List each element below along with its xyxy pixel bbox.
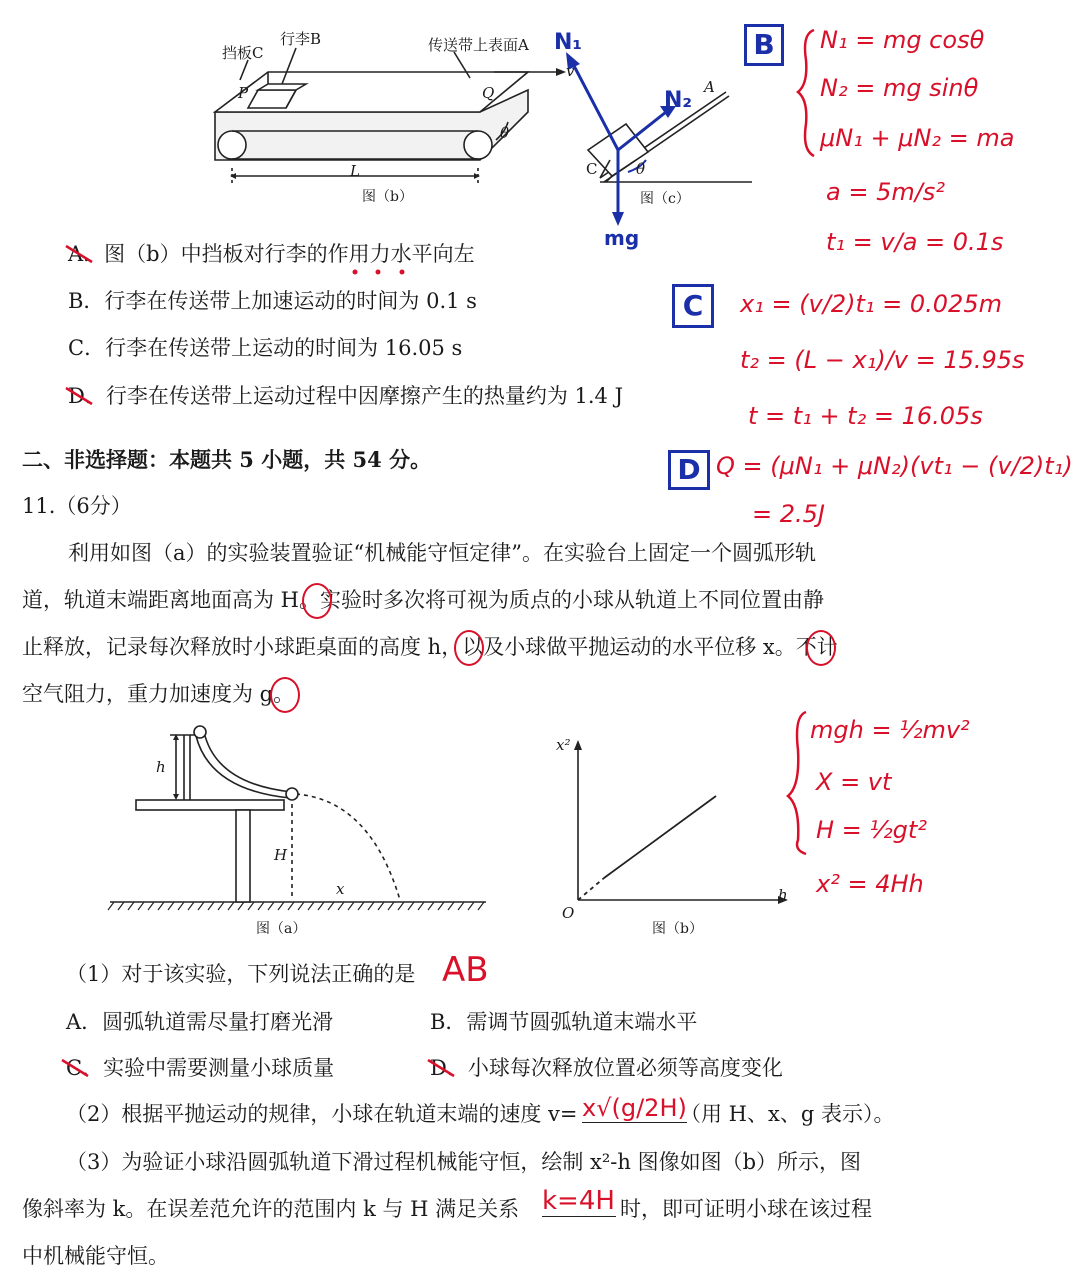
label-q: Q [482, 84, 495, 102]
question-2-suffix: （用 H、x、g 表示）。 [680, 1102, 895, 1126]
annotation-b4: a = 5m/s² [826, 178, 945, 206]
label-H-height: H [274, 846, 288, 864]
option-d-bottom: D．小球每次释放位置必须等高度变化 [430, 1056, 783, 1080]
label-theta: θ [500, 124, 510, 142]
option-c-top: C．行李在传送带上运动的时间为 16.05 s [68, 336, 463, 360]
para-line-4: 空气阻力，重力加速度为 g。 [22, 682, 295, 706]
para-line-2: 道，轨道末端距离地面高为 H。实验时多次将可视为质点的小球从轨道上不同位置由静 [22, 588, 824, 612]
question-2: （2）根据平抛运动的规律，小球在轨道末端的速度 v= [66, 1102, 578, 1126]
label-h-height: h [156, 758, 166, 776]
label-mg: mg [604, 226, 640, 250]
annotation-e3: H = ½gt² [816, 816, 927, 844]
para-line-3: 止释放，记录每次释放时小球距桌面的高度 h，以及小球做平抛运动的水平位移 x。不计 [22, 635, 838, 659]
option-b-top: B．行李在传送带上加速运动的时间为 0.1 s [68, 289, 477, 313]
annotation-c2: t₂ = (L − x₁)/v = 15.95s [740, 346, 1025, 374]
graph-origin-label: O [562, 904, 575, 922]
caption-fig-a: 图（a） [256, 921, 307, 937]
graph-y-axis-label: x² [556, 736, 571, 754]
label-p: P [238, 84, 249, 102]
option-a-bottom: A．圆弧轨道需尽量打磨光滑 [66, 1010, 334, 1034]
caption-fig-b-bottom: 图（b） [652, 921, 703, 937]
annotation-box-d: D [668, 450, 710, 490]
question-3-line-2: 像斜率为 k。在误差范允许的范围内 k 与 H 满足关系 [22, 1197, 520, 1221]
graph-x-axis-label: h [778, 886, 788, 904]
label-belt-surface: 传送带上表面A [428, 36, 529, 54]
annotation-e2: X = vt [816, 768, 892, 796]
caption-fig-c: 图（c） [640, 191, 690, 207]
option-d-top: D．行李在传送带上运动过程中因摩擦产生的热量约为 1.4 J [68, 384, 624, 408]
label-baffle: 挡板C [222, 44, 264, 62]
annotation-b5: t₁ = v/a = 0.1s [826, 228, 1004, 256]
para-line-1: 利用如图（a）的实验装置验证“机械能守恒定律”。在实验台上固定一个圆弧形轨 [68, 541, 816, 565]
label-luggage: 行李B [280, 30, 322, 48]
label-theta-incline: θ [636, 160, 646, 178]
annotation-c1: x₁ = (v/2)t₁ = 0.025m [740, 290, 1002, 318]
label-n2: N₂ [664, 88, 693, 113]
caption-fig-b-top: 图（b） [362, 189, 413, 205]
annotation-d2: = 2.5J [752, 500, 825, 528]
annotation-box-b: B [744, 24, 784, 66]
option-a-top: A．图（b）中挡板对行李的作用力水平向左 [68, 242, 475, 266]
question-1: （1）对于该实验，下列说法正确的是 [66, 962, 416, 986]
answer-q2: x√(g/2H) [582, 1094, 687, 1122]
option-c-bottom: C．实验中需要测量小球质量 [66, 1056, 335, 1080]
annotation-b2: N₂ = mg sinθ [820, 74, 979, 102]
label-l: L [350, 162, 360, 180]
option-b-bottom: B．需调节圆弧轨道末端水平 [430, 1010, 698, 1034]
label-n1: N₁ [554, 30, 583, 55]
section-title: 二、非选择题：本题共 5 小题，共 54 分。 [22, 447, 432, 472]
label-v: v [566, 62, 575, 80]
annotation-b3: μN₁ + μN₂ = ma [820, 124, 1015, 152]
answer-q3: k=4H [542, 1186, 615, 1216]
annotation-c3: t = t₁ + t₂ = 16.05s [748, 402, 983, 430]
question-3-line-3: 中机械能守恒。 [22, 1244, 169, 1268]
question-3-line-2-suffix: 时，即可证明小球在该过程 [620, 1197, 872, 1221]
annotation-box-c: C [672, 284, 714, 328]
question-3-line-1: （3）为验证小球沿圆弧轨道下滑过程机械能守恒，绘制 x²-h 图像如图（b）所示，图 [66, 1150, 862, 1174]
annotation-e4: x² = 4Hh [816, 870, 924, 898]
question-number: 11.（6分） [22, 494, 132, 518]
annotation-e1: mgh = ½mv² [810, 716, 970, 744]
annotation-b1: N₁ = mg cosθ [820, 26, 985, 54]
label-c-incline: C [586, 160, 598, 178]
label-a-incline: A [704, 78, 715, 96]
answer-q1: AB [442, 950, 489, 990]
annotation-d1: Q = (μN₁ + μN₂)(vt₁ − (v/2)t₁) [716, 452, 1073, 480]
label-x-displacement: x [336, 880, 345, 898]
